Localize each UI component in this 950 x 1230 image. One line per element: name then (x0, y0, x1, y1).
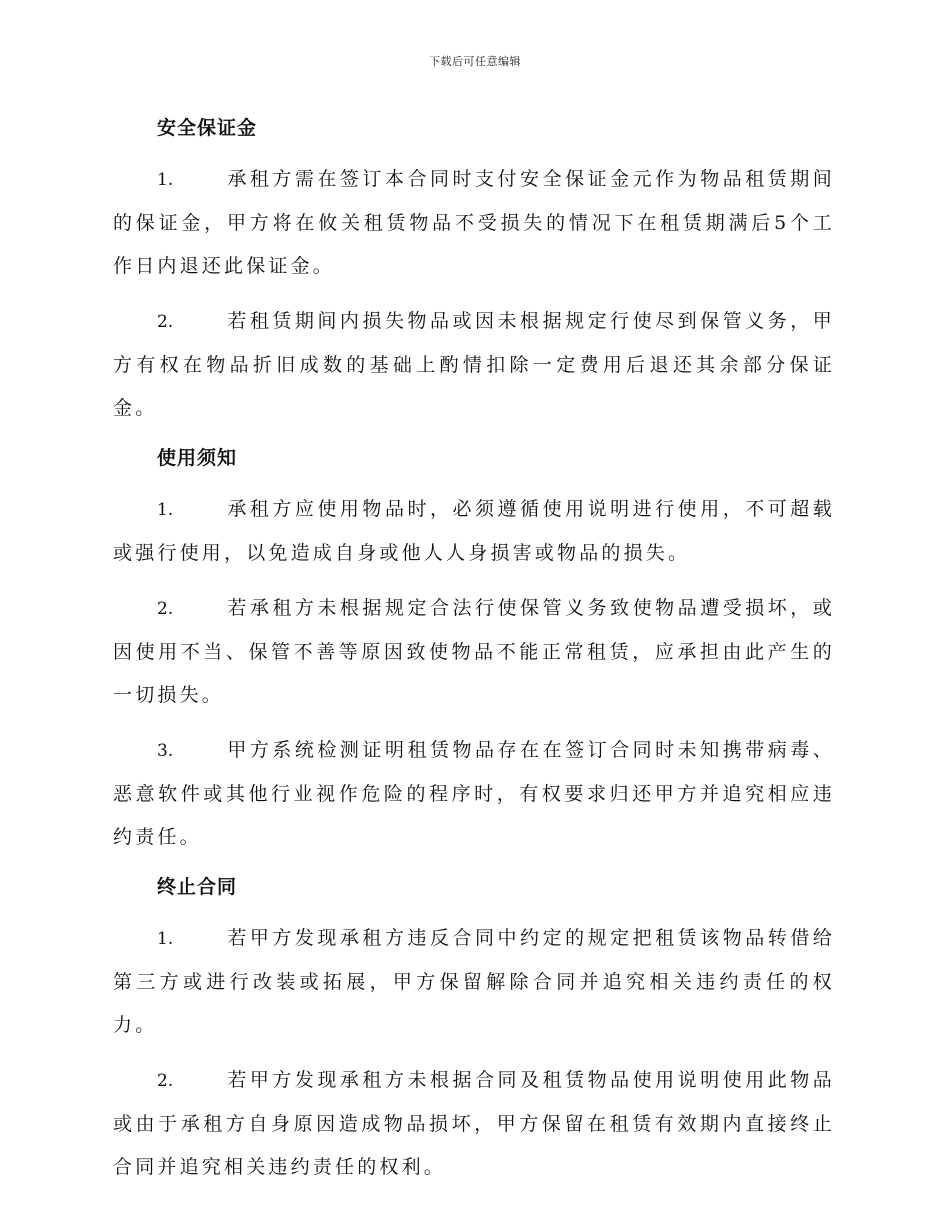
clause-text: 承租方需在签订本合同时支付安全保证金元作为物品租赁期间的保证金，甲方将在攸关租赁物品不受损失的情况下在租赁期满后5个工作日内退还此保证金。 (113, 168, 835, 277)
clause (113, 300, 835, 430)
clause (113, 488, 835, 575)
clause-number: 3. (157, 741, 174, 761)
clause-number: 2. (157, 1071, 174, 1091)
section-title: 使用须知 (157, 447, 238, 469)
clause-number: 1. (157, 170, 174, 190)
section-contract-termination (113, 869, 835, 1189)
section-title: 安全保证金 (157, 117, 258, 139)
clause-text: 承租方应使用物品时，必须遵循使用说明进行使用，不可超载或强行使用，以免造成自身或他人人身损害或物品的损失。 (113, 498, 835, 564)
clause (113, 587, 835, 717)
clause (113, 158, 835, 288)
document-body (113, 110, 835, 1189)
clause-text: 若承租方未根据规定合法行使保管义务致使物品遭受损坏，或因使用不当、保管不善等原因致使物品不能正常租赁，应承担由此产生的一切损失。 (113, 597, 835, 706)
clause-text: 若甲方发现承租方未根据合同及租赁物品使用说明使用此物品或由于承租方自身原因造成物品损坏，甲方保留在租赁有效期内直接终止合同并追究相关违约责任的权利。 (113, 1069, 835, 1178)
clause (113, 917, 835, 1047)
section-title: 终止合同 (157, 876, 238, 898)
clause (113, 1059, 835, 1189)
clause-text: 若甲方发现承租方违反合同中约定的规定把租赁该物品转借给第三方或进行改装或拓展，甲方保留解除合同并追究相关违约责任的权力。 (113, 927, 835, 1036)
clause-text: 若租赁期间内损失物品或因未根据规定行使尽到保管义务，甲方有权在物品折旧成数的基础上酌情扣除一定费用后退还其余部分保证金。 (113, 310, 835, 419)
clause-text: 甲方系统检测证明租赁物品存在在签订合同时未知携带病毒、恶意软件或其他行业视作危险的程序时，有权要求归还甲方并追究相应违约责任。 (113, 739, 835, 848)
header-note: 下载后可任意编辑 (429, 55, 521, 68)
section-usage-notice (113, 440, 835, 859)
clause (113, 729, 835, 859)
clause-number: 1. (157, 500, 174, 520)
section-security-deposit (113, 110, 835, 430)
clause-number: 2. (157, 312, 174, 332)
clause-number: 1. (157, 929, 174, 949)
clause-number: 2. (157, 599, 174, 619)
